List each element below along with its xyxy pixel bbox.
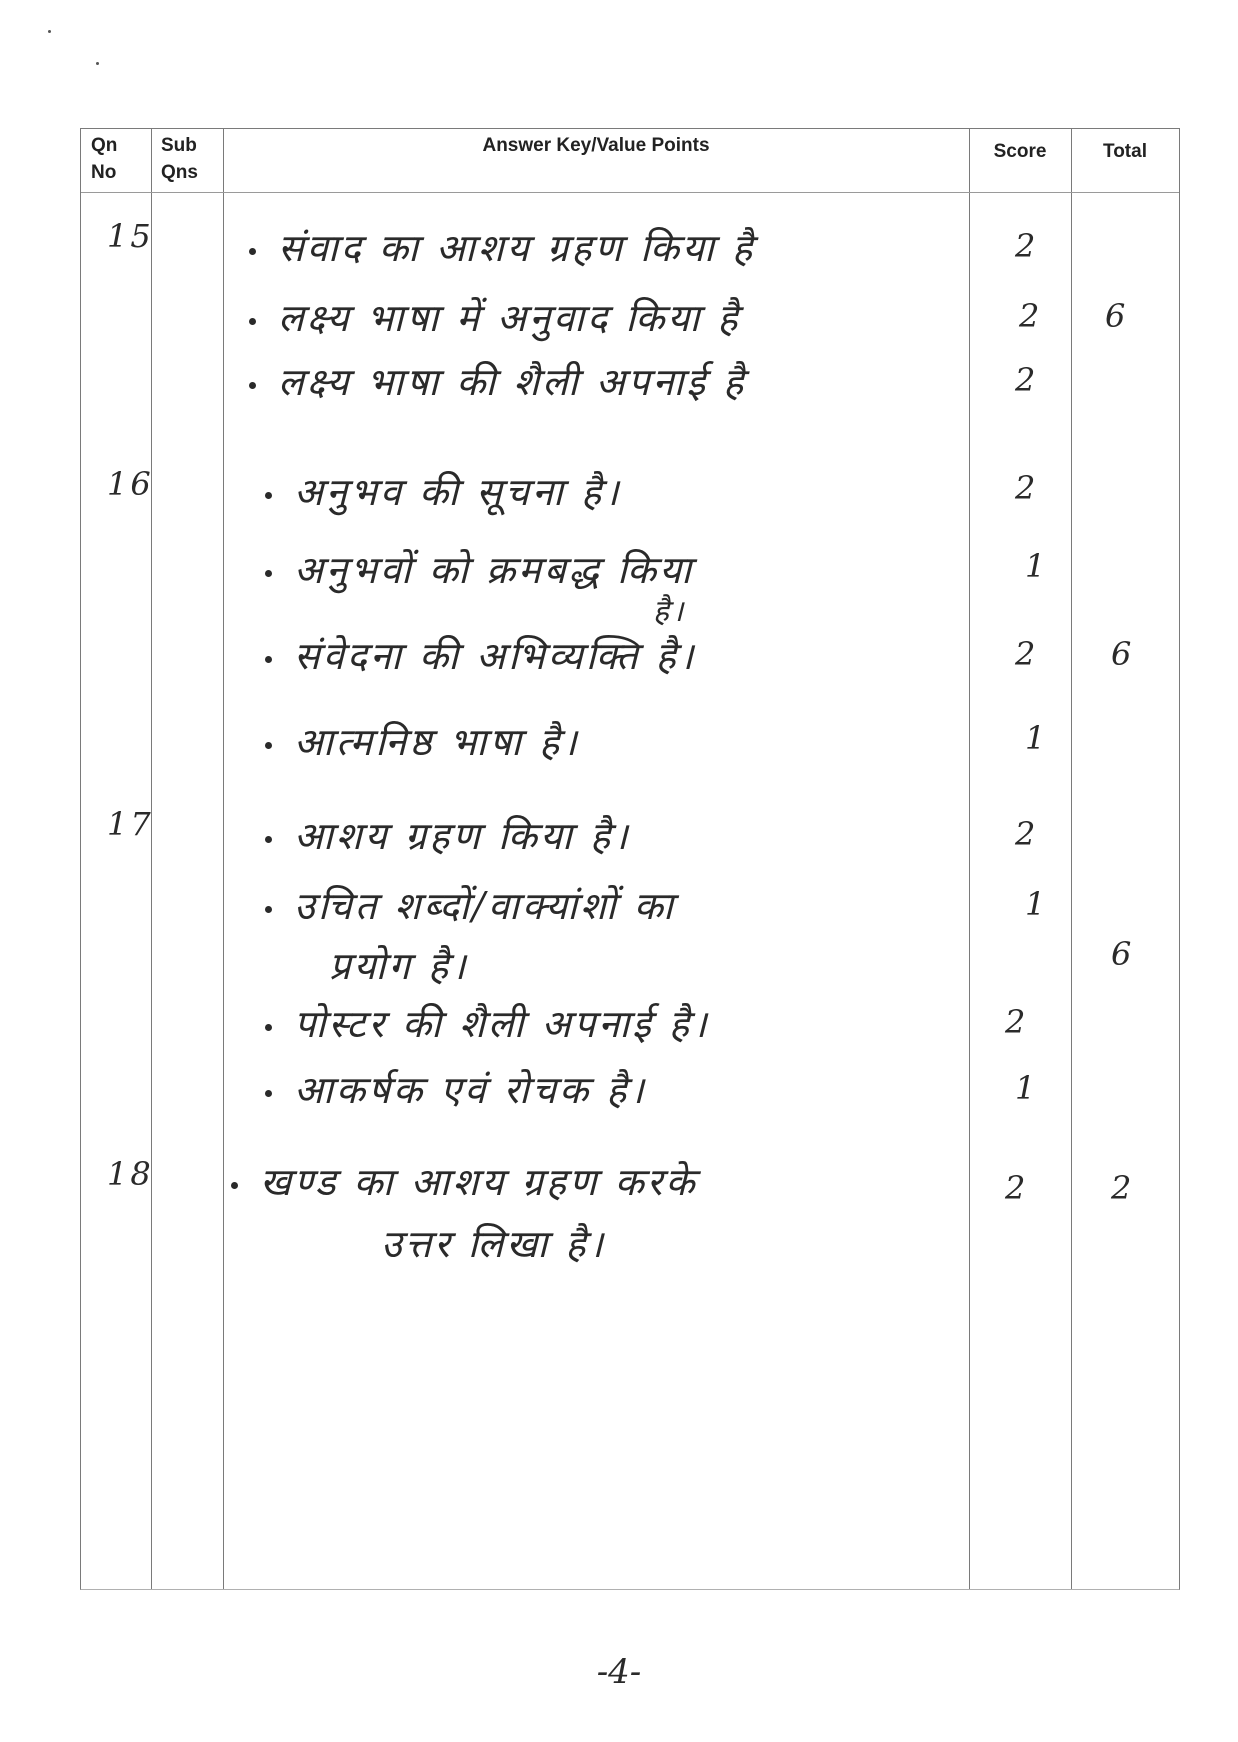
score-value: 2 bbox=[1015, 469, 1036, 507]
score-value: 2 bbox=[1005, 1169, 1026, 1207]
bullet-icon bbox=[265, 906, 272, 913]
answer-point bbox=[265, 809, 631, 861]
score-value: 1 bbox=[1025, 719, 1046, 757]
answer-point-text: उचित शब्दों/वाक्यांशों का bbox=[294, 884, 676, 928]
answer-point-continuation: उत्तर लिखा है। bbox=[381, 1222, 606, 1266]
header-answer-key: Answer Key/Value Points bbox=[482, 135, 710, 156]
bullet-icon bbox=[265, 742, 272, 749]
answer-point-text: आशय ग्रहण किया है। bbox=[294, 814, 631, 858]
answer-point bbox=[249, 291, 741, 343]
page-number: -4- bbox=[596, 1652, 642, 1692]
bullet-icon bbox=[265, 1090, 272, 1097]
answer-point-text: आकर्षक एवं रोचक है। bbox=[294, 1068, 647, 1112]
answer-point bbox=[249, 221, 755, 273]
bullet-icon bbox=[265, 1024, 272, 1031]
answer-point bbox=[265, 715, 580, 767]
answer-point-text: पोस्टर की शैली अपनाई है। bbox=[294, 1002, 710, 1046]
bullet-icon bbox=[265, 492, 272, 499]
header-qn-no: Qn No bbox=[91, 135, 118, 183]
bullet-icon bbox=[249, 318, 256, 325]
score-value: 2 bbox=[1019, 297, 1040, 335]
answer-point bbox=[265, 465, 622, 517]
total-value: 6 bbox=[1111, 635, 1132, 673]
question-number: 18 bbox=[107, 1155, 154, 1193]
answer-point-text: लक्ष्य भाषा की शैली अपनाई है bbox=[278, 360, 747, 404]
header-score: Score bbox=[993, 141, 1047, 162]
total-value: 6 bbox=[1111, 935, 1132, 973]
answer-point-text: आत्मनिष्ठ भाषा है। bbox=[294, 720, 580, 764]
answer-point-text: अनुभव की सूचना है। bbox=[294, 470, 622, 514]
header-total: Total bbox=[1103, 141, 1147, 162]
bullet-icon bbox=[249, 382, 256, 389]
answer-point-text: संवेदना की अभिव्यक्ति है। bbox=[294, 634, 697, 678]
answer-point bbox=[265, 629, 696, 681]
answer-key-table bbox=[80, 128, 1180, 1590]
column-divider bbox=[223, 129, 224, 1589]
answer-point-text: अनुभवों को क्रमबद्ध किया bbox=[294, 548, 694, 592]
score-value: 2 bbox=[1015, 635, 1036, 673]
answer-point bbox=[265, 997, 709, 1049]
answer-point-continuation: प्रयोग है। bbox=[329, 944, 469, 988]
score-value: 1 bbox=[1025, 885, 1046, 923]
score-value: 1 bbox=[1025, 547, 1046, 585]
total-value: 2 bbox=[1111, 1169, 1132, 1207]
score-value: 2 bbox=[1015, 361, 1036, 399]
answer-point bbox=[231, 1155, 698, 1207]
bullet-icon bbox=[265, 570, 272, 577]
header-sub-qns: Sub Qns bbox=[161, 135, 198, 183]
bullet-icon bbox=[265, 836, 272, 843]
header-divider bbox=[81, 192, 1179, 193]
scan-speck bbox=[96, 62, 99, 65]
bullet-icon bbox=[265, 656, 272, 663]
column-divider bbox=[1071, 129, 1072, 1589]
answer-point bbox=[265, 1063, 647, 1115]
answer-point-continuation: है। bbox=[653, 594, 687, 629]
question-number: 17 bbox=[107, 805, 154, 843]
column-divider bbox=[151, 129, 152, 1589]
answer-point bbox=[265, 543, 694, 595]
question-number: 15 bbox=[107, 217, 154, 255]
total-value: 6 bbox=[1105, 297, 1126, 335]
answer-point bbox=[265, 879, 676, 931]
column-divider bbox=[969, 129, 970, 1589]
answer-point-text: संवाद का आशय ग्रहण किया है bbox=[278, 226, 756, 270]
score-value: 2 bbox=[1005, 1003, 1026, 1041]
score-value: 1 bbox=[1015, 1069, 1036, 1107]
answer-point-text: लक्ष्य भाषा में अनुवाद किया है bbox=[278, 296, 741, 340]
bullet-icon bbox=[231, 1182, 238, 1189]
score-value: 2 bbox=[1015, 815, 1036, 853]
bullet-icon bbox=[249, 248, 256, 255]
answer-point bbox=[249, 355, 746, 407]
scan-speck bbox=[48, 30, 51, 33]
question-number: 16 bbox=[107, 465, 154, 503]
answer-point-text: खण्ड का आशय ग्रहण करके bbox=[260, 1160, 698, 1204]
score-value: 2 bbox=[1015, 227, 1036, 265]
